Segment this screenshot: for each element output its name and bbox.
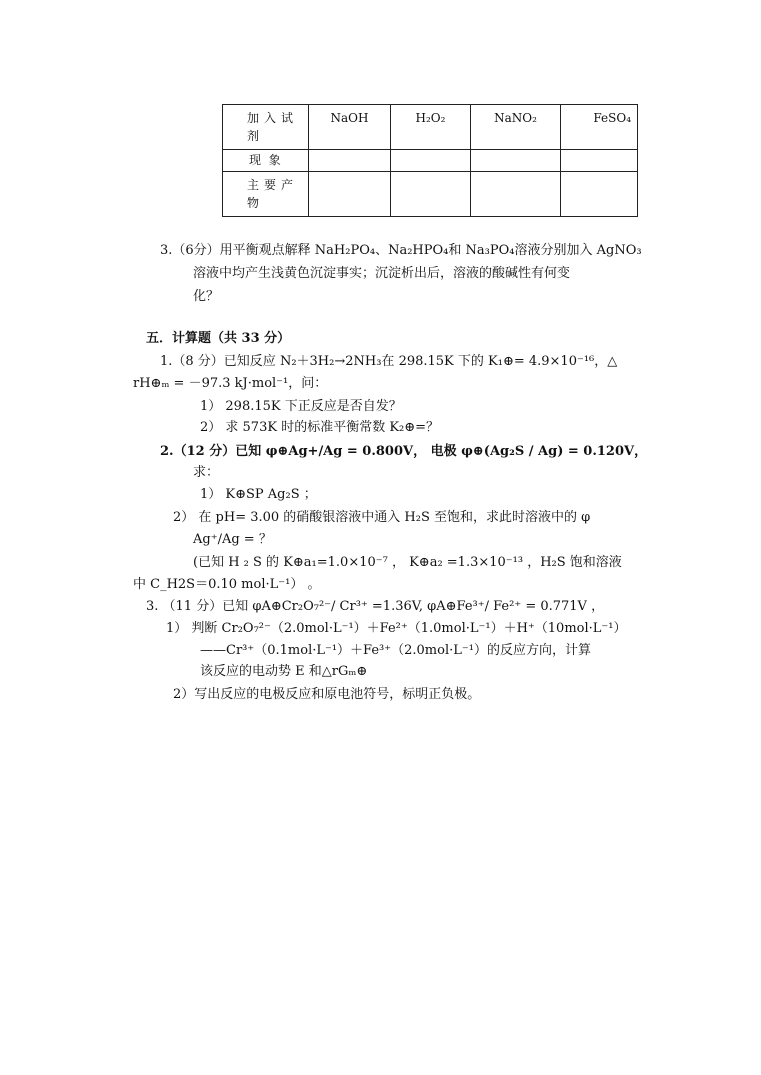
row-label-products: 主要产物 [223,172,309,217]
table-cell [391,172,471,217]
table-cell [391,150,471,172]
question-3-line-1: 3.（6分）用平衡观点解释 NaH₂PO₄、Na₂HPO₄和 Na₃PO₄溶液分别加入 AgNO₃ [160,243,642,258]
calc-3-sub-1a: 1） 判断 Cr₂O₇²⁻（2.0mol·L⁻¹）＋Fe²⁺（1.0mol·L⁻¹）＋H⁺（10mol·L⁻¹） [166,621,627,636]
calc-2-line-2: 求： [193,465,220,480]
table-cell [309,172,391,217]
reagent-table [222,104,638,217]
calc-3-sub-1b: ——Cr³⁺（0.1mol·L⁻¹）＋Fe³⁺（2.0mol·L⁻¹）的反应方向，计算 [200,643,591,658]
calc-3-line-1: 3. （11 分）已知 φA⊕Cr₂O₇²⁻/ Cr³⁺ =1.36V, φA⊕Fe³⁺/ Fe²⁺ = 0.771V ， [146,599,605,614]
row-label-phenomenon: 现 象 [223,150,309,172]
calc-1-line-1: 1.（8 分）已知反应 N₂＋3H₂→2NH₃在 298.15K 下的 K₁⊕= 4.9×10⁻¹⁶，△ [160,354,618,369]
reagent-feso4: FeSO₄ [561,105,638,150]
question-3-line-3: 化？ [193,289,220,304]
calc-2-known-2: 中 C_H2S＝0.10 mol·L⁻¹） 。 [133,577,321,592]
calc-2-line-1: 2.（12 分）已知 φ⊕Ag+/Ag = 0.800V， 电极 φ⊕(Ag₂S / Ag) = 0.120V， [160,444,648,459]
calc-3-sub-2: 2）写出反应的电极反应和原电池符号，标明正负极。 [173,687,481,702]
table-cell [471,150,561,172]
calc-2-known-1: (已知 H ₂ S 的 K⊕a₁=1.0×10⁻⁷ ， K⊕a₂ =1.3×10⁻¹³ ，H₂S 饱和溶液 [193,555,622,570]
reagent-naoh: NaOH [309,105,391,150]
calc-1-sub-2: 2） 求 573K 时的标准平衡常数 K₂⊕=？ [200,420,440,435]
table-cell [471,172,561,217]
calc-1-line-2: rH⊕ₘ = －97.3 kJ·mol⁻¹，问： [133,376,328,391]
question-3-line-2: 溶液中均产生浅黄色沉淀事实；沉淀析出后，溶液的酸碱性有何变 [193,266,571,281]
table-cell [561,172,638,217]
table-cell [561,150,638,172]
reagent-h2o2: H₂O₂ [391,105,471,150]
table-cell [309,150,391,172]
calc-1-sub-1: 1） 298.15K 下正反应是否自发？ [200,399,402,414]
row-label-reagent: 加入试剂 [223,105,309,150]
calc-2-sub-2a: 2） 在 pH= 3.00 的硝酸银溶液中通入 H₂S 至饱和，求此时溶液中的 φ [173,510,591,525]
calc-2-sub-2b: Ag⁺/Ag = ？ [193,532,272,547]
reagent-nano2: NaNO₂ [471,105,561,150]
section-title: 五．计算题（共 33 分） [146,331,291,346]
calc-3-sub-1c: 该反应的电动势 E 和△rGₘ⊕ [200,664,368,679]
calc-2-sub-1: 1） K⊕SP Ag₂S ； [200,487,317,502]
